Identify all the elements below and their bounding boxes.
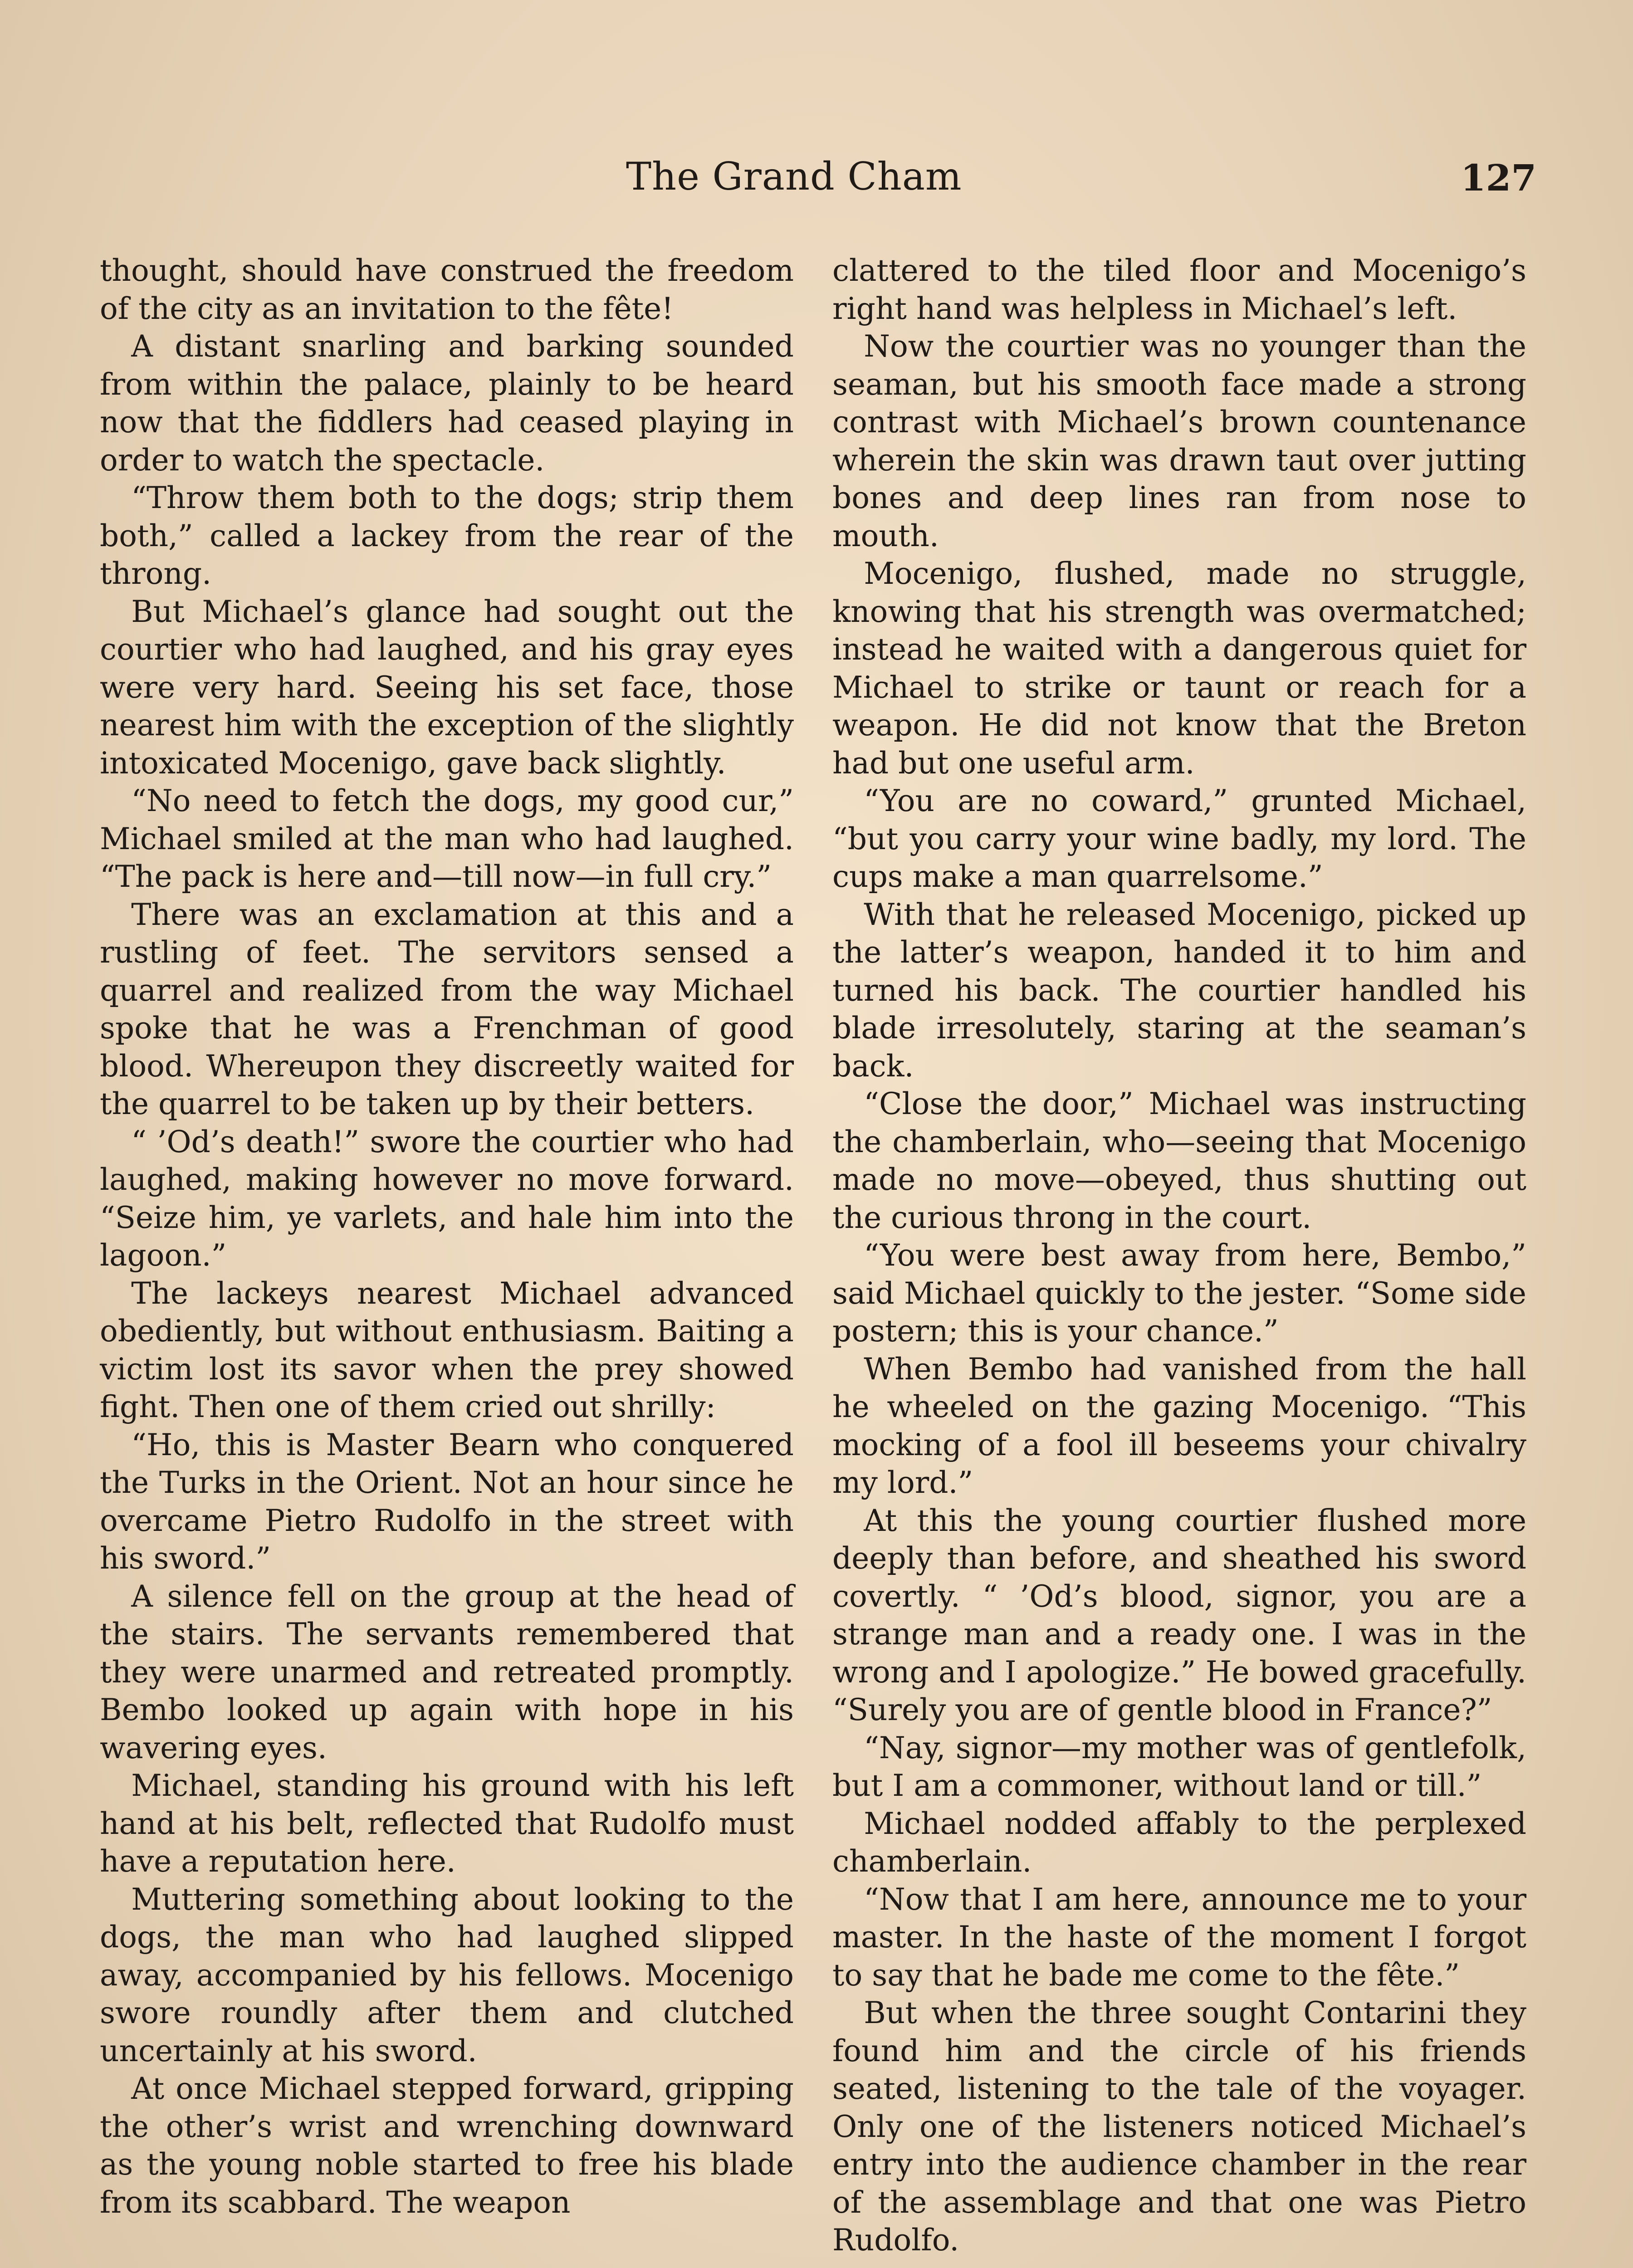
paragraph: “Now that I am here, announce me to your master. In the haste of the moment I forgot to say that he bade me come to the fête.” [832,1882,1526,1993]
paragraph: “ ’Od’s death!” swore the courtier who had laughed, making however no move forward. “Seize him, ye varlets, and hale him into the lagoon.” [100,1124,794,1273]
right-text-column [832,252,1526,2259]
paragraph: Michael nodded affably to the perplexed chamberlain. [832,1806,1526,1879]
paragraph: “Throw them both to the dogs; strip them both,” called a lackey from the rear of the throng. [100,480,794,591]
paragraph: When Bembo had vanished from the hall he wheeled on the gazing Mocenigo. “This mocking of a fool ill beseems your chivalry my lord.” [832,1351,1526,1500]
paragraph: But when the three sought Contarini they found him and the circle of his friends seated, listening to the tale of the voyager. Only one of the listeners noticed Michael’s entry into the audience chamber in the rear of the assemblage and that one was Pietro Rudolfo. [832,1995,1526,2258]
paragraph: “No need to fetch the dogs, my good cur,” Michael smiled at the man who had laughed. “The pack is here and—till now—in full cry.” [100,783,794,894]
paragraph: Muttering something about looking to the dogs, the man who had laughed slipped away, accompanied by his fellows. Mocenigo swore roundly after them and clutched uncertainly at his sword. [100,1882,794,2068]
paragraph: Now the courtier was no younger than the seaman, but his smooth face made a strong contrast with Michael’s brown countenance wherein the skin was drawn taut over jutting bones and deep lines ran from nose to mouth. [832,329,1526,553]
paragraph: The lackeys nearest Michael advanced obediently, but without enthusiasm. Baiting a victim lost its savor when the prey showed fight. Then one of them cried out shrilly: [100,1276,794,1424]
paragraph: But Michael’s glance had sought out the courtier who had laughed, and his gray eyes were very hard. Seeing his set face, those nearest him with the exception of the slightly intoxicated Mocenigo, gave back slightly. [100,594,794,781]
left-text-column [100,252,794,2221]
paragraph: clattered to the tiled floor and Mocenigo’s right hand was helpless in Michael’s left. [832,253,1526,326]
paragraph: “Ho, this is Master Bearn who conquered the Turks in the Orient. Not an hour since he overcame Pietro Rudolfo in the street with his sword.” [100,1427,794,1576]
paragraph: With that he released Mocenigo, picked up the latter’s weapon, handed it to him and turned his back. The courtier handled his blade irresolutely, staring at the seaman’s back. [832,897,1526,1084]
paragraph: At once Michael stepped forward, gripping the other’s wrist and wrenching downward as the young noble started to free his blade from its scabbard. The weapon [100,2071,794,2220]
running-head-title: The Grand Cham [626,154,962,199]
paragraph: “You were best away from here, Bembo,” said Michael quickly to the jester. “Some side postern; this is your chance.” [832,1238,1526,1349]
paragraph: At this the young courtier flushed more deeply than before, and sheathed his sword covertly. “ ’Od’s blood, signor, you are a strange man and a ready one. I was in the wrong and I apologize.” He bowed gracefully. “Surely you are of gentle blood in France?” [832,1503,1526,1727]
paragraph: There was an exclamation at this and a rustling of feet. The servitors sensed a quarrel and realized from the way Michael spoke that he was a Frenchman of good blood. Whereupon they discreetly waited for the quarrel to be taken up by their betters. [100,897,794,1121]
paragraph: Michael, standing his ground with his left hand at his belt, reflected that Rudolfo must have a reputation here. [100,1768,794,1879]
paragraph: thought, should have construed the freedom of the city as an invitation to the fête! [100,253,794,326]
paragraph: A distant snarling and barking sounded from within the palace, plainly to be heard now that the fiddlers had ceased playing in order to watch the spectacle. [100,329,794,478]
page-number: 127 [1461,156,1536,199]
paragraph: Mocenigo, flushed, made no struggle, knowing that his strength was overmatched; instead he waited with a dangerous quiet for Michael to strike or taunt or reach for a weapon. He did not know that the Breton had but one useful arm. [832,556,1526,781]
paragraph: “Close the door,” Michael was instructing the chamberlain, who—seeing that Mocenigo made no move—obeyed, thus shutting out the curious throng in the court. [832,1086,1526,1235]
paragraph: “You are no coward,” grunted Michael, “but you carry your wine badly, my lord. The cups make a man quarrelsome.” [832,783,1526,894]
paragraph: A silence fell on the group at the head of the stairs. The servants remembered that they were unarmed and retreated promptly. Bembo looked up again with hope in his wavering eyes. [100,1579,794,1765]
paragraph: “Nay, signor—my mother was of gentlefolk, but I am a commoner, without land or till.” [832,1730,1526,1803]
